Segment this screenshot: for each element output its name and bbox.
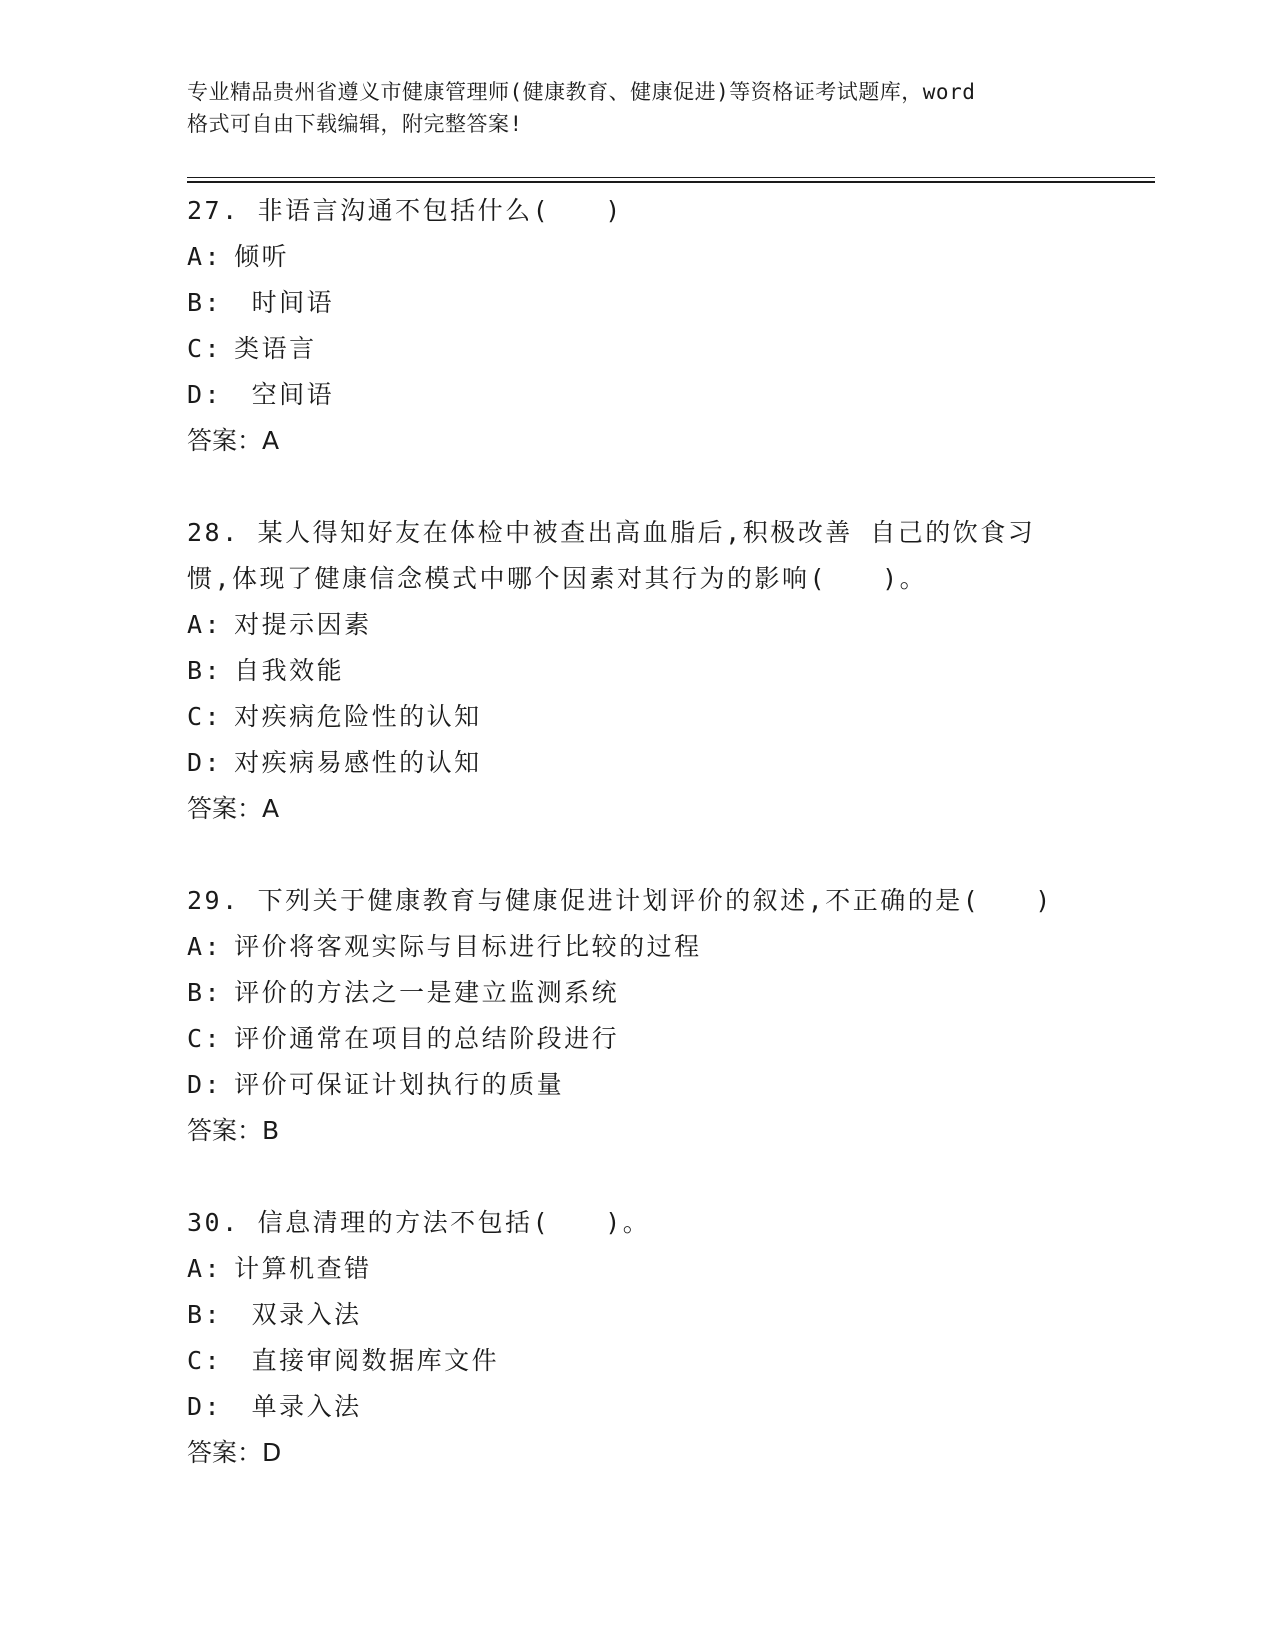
option-text: 评价将客观实际与目标进行比较的过程 <box>234 932 702 961</box>
document-header <box>187 76 1087 140</box>
option-key: A: <box>187 1254 223 1283</box>
header-divider-thin <box>187 177 1155 178</box>
option-a <box>187 234 1155 280</box>
option-text: 空间语 <box>234 380 335 409</box>
option-text: 类语言 <box>234 334 317 363</box>
option-text: 自我效能 <box>234 656 345 685</box>
question-number: 28. <box>187 518 240 547</box>
option-c <box>187 1016 1155 1062</box>
question-stem-line <box>187 510 1155 556</box>
question-number: 27. <box>187 196 240 225</box>
option-key: A: <box>187 932 223 961</box>
question-stem-text: 信息清理的方法不包括( )。 <box>257 1208 651 1237</box>
option-d <box>187 1384 1155 1430</box>
question-stem-text: 惯,体现了健康信念模式中哪个因素对其行为的影响( )。 <box>187 564 928 593</box>
option-c <box>187 1338 1155 1384</box>
option-b <box>187 1292 1155 1338</box>
question-stem-text: 非语言沟通不包括什么( ) <box>257 196 623 225</box>
option-text: 计算机查错 <box>234 1254 372 1283</box>
question-stem-line <box>187 188 1155 234</box>
option-text: 时间语 <box>234 288 335 317</box>
question-stem-line <box>187 1200 1155 1246</box>
answer-line: 答案：A <box>187 794 280 823</box>
option-d <box>187 372 1155 418</box>
option-b <box>187 280 1155 326</box>
option-key: A: <box>187 242 223 271</box>
question-list <box>187 188 1155 1476</box>
option-key: A: <box>187 610 223 639</box>
option-text: 倾听 <box>234 242 290 271</box>
option-text: 评价可保证计划执行的质量 <box>234 1070 565 1099</box>
option-text: 评价的方法之一是建立监测系统 <box>234 978 620 1007</box>
option-key: C: <box>187 1024 223 1053</box>
answer-line: 答案：B <box>187 1116 280 1145</box>
option-key: B: <box>187 978 223 1007</box>
question-stem-line <box>187 556 1155 602</box>
option-key: C: <box>187 334 223 363</box>
option-text: 对疾病危险性的认知 <box>234 702 482 731</box>
option-text: 评价通常在项目的总结阶段进行 <box>234 1024 620 1053</box>
option-key: D: <box>187 748 223 777</box>
option-b <box>187 648 1155 694</box>
option-key: B: <box>187 288 223 317</box>
option-c <box>187 694 1155 740</box>
option-a <box>187 1246 1155 1292</box>
option-a <box>187 924 1155 970</box>
answer-line: 答案：A <box>187 426 280 455</box>
question-number: 29. <box>187 886 240 915</box>
option-text: 对疾病易感性的认知 <box>234 748 482 777</box>
question-stem-line <box>187 878 1155 924</box>
option-key: D: <box>187 380 223 409</box>
option-key: C: <box>187 702 223 731</box>
header-line-2: 格式可自由下载编辑，附完整答案! <box>187 112 523 136</box>
option-text: 双录入法 <box>234 1300 362 1329</box>
option-a <box>187 602 1155 648</box>
question-block <box>187 878 1155 1154</box>
question-number: 30. <box>187 1208 240 1237</box>
question-stem-text: 某人得知好友在体检中被查出高血脂后,积极改善 自己的饮食习 <box>257 518 1036 547</box>
answer-line: 答案：D <box>187 1438 282 1467</box>
question-block <box>187 510 1155 832</box>
option-d <box>187 1062 1155 1108</box>
header-line-1: 专业精品贵州省遵义市健康管理师(健康教育、健康促进)等资格证考试题库，word <box>187 80 976 104</box>
option-text: 对提示因素 <box>234 610 372 639</box>
option-b <box>187 970 1155 1016</box>
option-text: 单录入法 <box>234 1392 362 1421</box>
option-d <box>187 740 1155 786</box>
question-stem-text: 下列关于健康教育与健康促进计划评价的叙述,不正确的是( ) <box>257 886 1053 915</box>
option-key: D: <box>187 1392 223 1421</box>
option-text: 直接审阅数据库文件 <box>234 1346 500 1375</box>
option-key: D: <box>187 1070 223 1099</box>
option-c <box>187 326 1155 372</box>
option-key: C: <box>187 1346 223 1375</box>
option-key: B: <box>187 656 223 685</box>
question-block <box>187 188 1155 464</box>
question-block <box>187 1200 1155 1476</box>
header-divider-thick <box>187 181 1155 183</box>
option-key: B: <box>187 1300 223 1329</box>
